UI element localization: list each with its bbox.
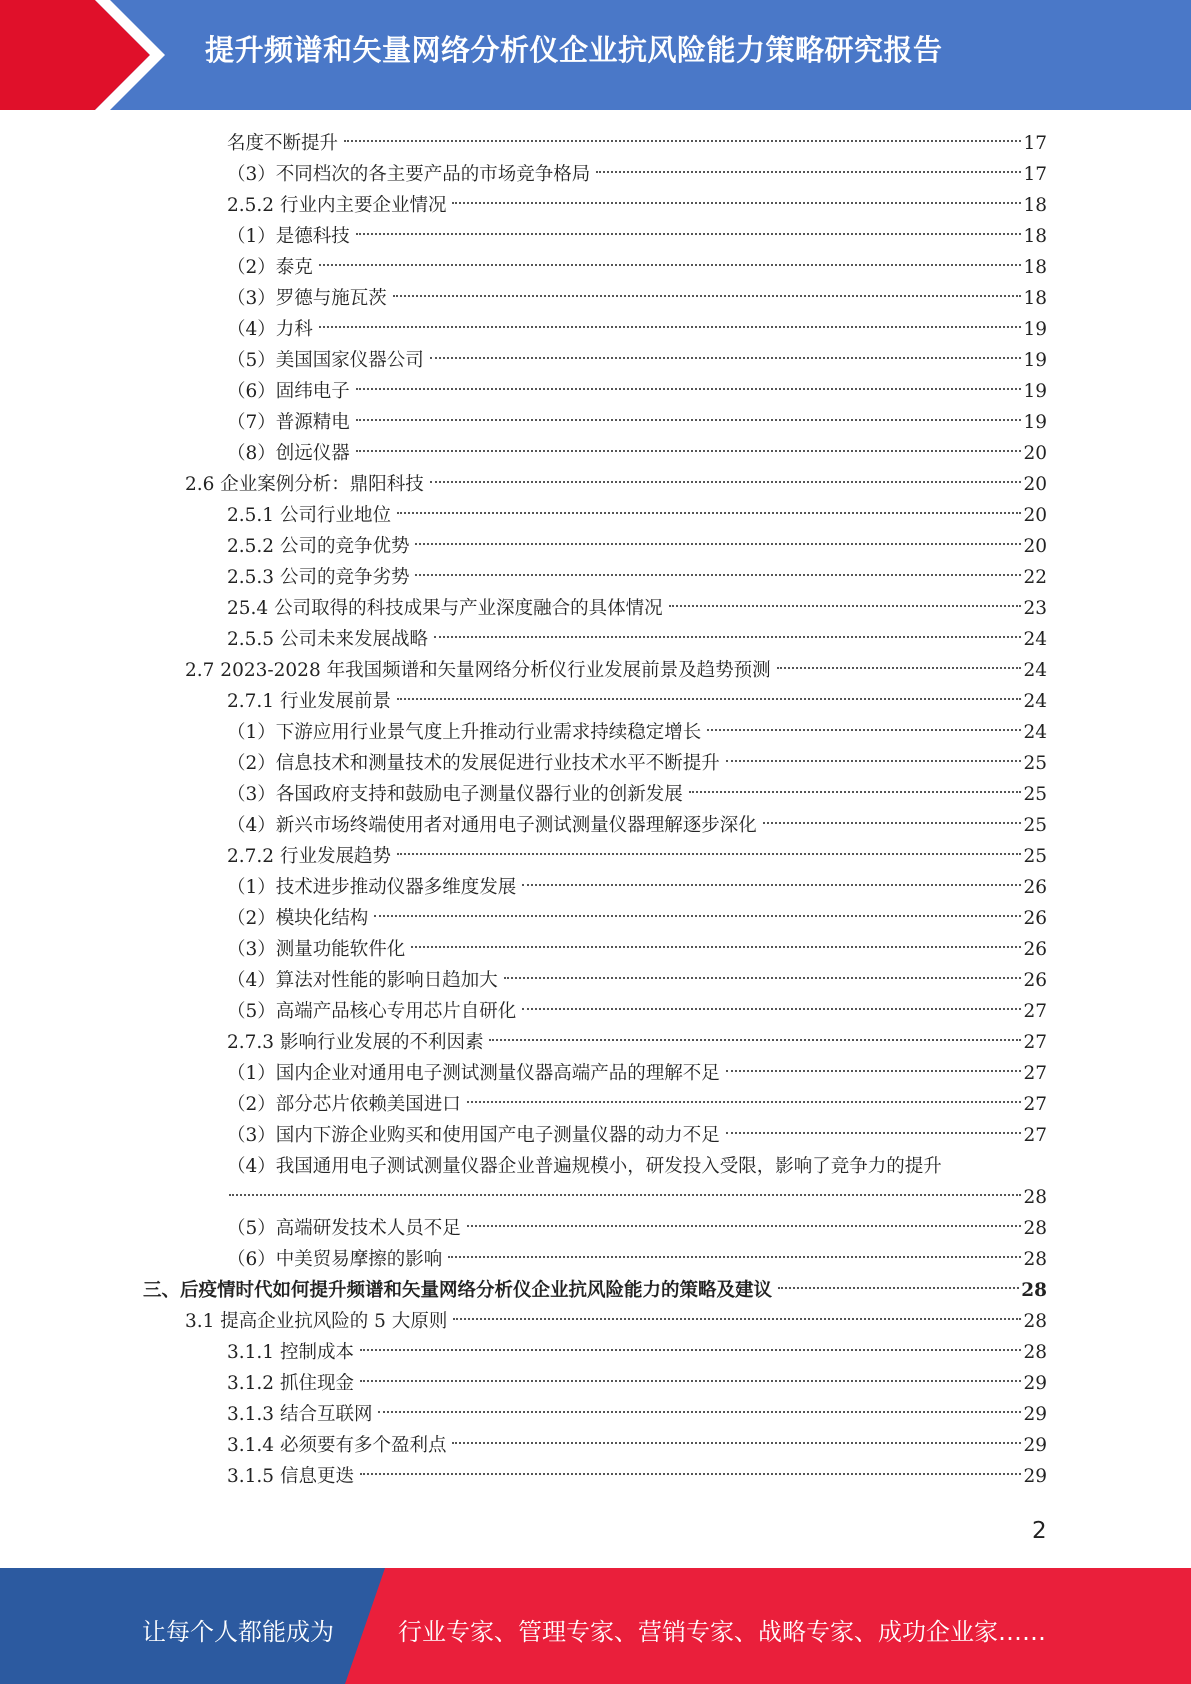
dot-leader [726, 1132, 1022, 1134]
toc-row[interactable]: （5）高端研发技术人员不足 28 [227, 1218, 1047, 1239]
dot-leader [777, 667, 1022, 669]
toc-row[interactable]: 3.1.2 抓住现金 29 [227, 1373, 1047, 1394]
dot-leader [397, 512, 1021, 514]
dot-leader [360, 1380, 1022, 1382]
dot-leader [393, 295, 1022, 297]
dot-leader [397, 853, 1021, 855]
dot-leader [726, 1070, 1022, 1072]
footer-slogan-right: 行业专家、管理专家、营销专家、战略专家、成功企业家…… [398, 1618, 1046, 1646]
toc-row[interactable]: （3）测量功能软件化 26 [227, 939, 1047, 960]
dot-leader [522, 1008, 1021, 1010]
dot-leader [452, 202, 1021, 204]
toc-row[interactable]: 名度不断提升 17 [227, 133, 1047, 154]
toc-row[interactable]: （1）是德科技 18 [227, 226, 1047, 247]
dot-leader [689, 791, 1022, 793]
footer-slogan-left: 让每个人都能成为 [142, 1618, 334, 1646]
toc-row[interactable]: （2）泰克 18 [227, 257, 1047, 278]
toc-row[interactable]: 3.1 提高企业抗风险的 5 大原则 28 [185, 1311, 1047, 1332]
page-number: 2 [1032, 1518, 1047, 1544]
dot-leader [319, 264, 1022, 266]
report-title: 提升频谱和矢量网络分析仪企业抗风险能力策略研究报告 [205, 33, 943, 67]
toc-row[interactable]: （8）创远仪器 20 [227, 443, 1047, 464]
dot-leader [356, 233, 1022, 235]
toc-row[interactable]: （6）中美贸易摩擦的影响 28 [227, 1249, 1047, 1270]
toc-row[interactable]: 2.5.2 行业内主要企业情况 18 [227, 195, 1047, 216]
toc-row[interactable]: （4）新兴市场终端使用者对通用电子测试测量仪器理解逐步深化 25 [227, 815, 1047, 836]
header-banner [0, 0, 1191, 110]
dot-leader [430, 481, 1022, 483]
toc-row[interactable]: 25.4 公司取得的科技成果与产业深度融合的具体情况 23 [227, 598, 1047, 619]
dot-leader [360, 1349, 1022, 1351]
toc-row[interactable]: 3.1.1 控制成本 28 [227, 1342, 1047, 1363]
toc-row[interactable]: （2）信息技术和测量技术的发展促进行业技术水平不断提升 25 [227, 753, 1047, 774]
dot-leader [430, 357, 1022, 359]
dot-leader [360, 1473, 1022, 1475]
dot-leader [452, 1442, 1021, 1444]
toc-row[interactable]: 3.1.4 必须要有多个盈利点 29 [227, 1435, 1047, 1456]
dot-leader [489, 1039, 1021, 1041]
dot-leader [596, 171, 1021, 173]
dot-leader [467, 1101, 1022, 1103]
toc-row[interactable]: （6）固纬电子 19 [227, 381, 1047, 402]
toc-row[interactable]: （1）技术进步推动仪器多维度发展 26 [227, 877, 1047, 898]
toc-row[interactable]: （3）不同档次的各主要产品的市场竞争格局 17 [227, 164, 1047, 185]
dot-leader [411, 946, 1021, 948]
toc-row[interactable]: 2.7.2 行业发展趋势 25 [227, 846, 1047, 867]
dot-leader [319, 326, 1022, 328]
toc-row[interactable]: 2.5.5 公司未来发展战略 24 [227, 629, 1047, 650]
toc-row-wrapped-leader[interactable]: 28 [227, 1182, 1047, 1213]
toc-row[interactable]: 3.1.3 结合互联网 29 [227, 1404, 1047, 1425]
dot-leader [467, 1225, 1022, 1227]
dot-leader [397, 698, 1021, 700]
toc-row[interactable]: 2.7.1 行业发展前景 24 [227, 691, 1047, 712]
toc-row[interactable]: （5）美国国家仪器公司 19 [227, 350, 1047, 371]
toc-row[interactable]: （2）模块化结构 26 [227, 908, 1047, 929]
dot-leader [229, 1194, 1021, 1196]
dot-leader [522, 884, 1021, 886]
toc-row-chapter[interactable]: 三、后疫情时代如何提升频谱和矢量网络分析仪企业抗风险能力的策略及建议 28 [143, 1280, 1047, 1301]
dot-leader [763, 822, 1022, 824]
dot-leader [374, 915, 1021, 917]
toc-row[interactable]: 2.5.3 公司的竞争劣势 22 [227, 567, 1047, 588]
dot-leader [415, 543, 1021, 545]
toc-row[interactable]: 2.6 企业案例分析：鼎阳科技 20 [185, 474, 1047, 495]
toc-row[interactable]: （3）罗德与施瓦茨 18 [227, 288, 1047, 309]
toc-row[interactable]: （4）算法对性能的影响日趋加大 26 [227, 970, 1047, 991]
toc-row[interactable]: （7）普源精电 19 [227, 412, 1047, 433]
dot-leader [504, 977, 1022, 979]
toc-row[interactable]: （3）国内下游企业购买和使用国产电子测量仪器的动力不足 27 [227, 1125, 1047, 1146]
toc-row[interactable]: 2.7 2023-2028 年我国频谱和矢量网络分析仪行业发展前景及趋势预测 24 [185, 660, 1047, 681]
dot-leader [378, 1411, 1021, 1413]
dot-leader [344, 140, 1021, 142]
dot-leader [415, 574, 1021, 576]
toc-row[interactable]: （5）高端产品核心专用芯片自研化 27 [227, 1001, 1047, 1022]
dot-leader [669, 605, 1022, 607]
dot-leader [356, 419, 1022, 421]
toc-row[interactable]: （4）力科 19 [227, 319, 1047, 340]
toc-row[interactable]: （3）各国政府支持和鼓励电子测量仪器行业的创新发展 25 [227, 784, 1047, 805]
toc-row[interactable]: 2.5.2 公司的竞争优势 20 [227, 536, 1047, 557]
dot-leader [356, 388, 1022, 390]
dot-leader [448, 1256, 1021, 1258]
toc-row[interactable]: （1）国内企业对通用电子测试测量仪器高端产品的理解不足 27 [227, 1063, 1047, 1084]
toc-row[interactable]: 3.1.5 信息更迭 29 [227, 1466, 1047, 1487]
toc-row[interactable]: （2）部分芯片依赖美国进口 27 [227, 1094, 1047, 1115]
dot-leader [356, 450, 1022, 452]
toc-row-wrapped-text[interactable]: （4）我国通用电子测试测量仪器企业普遍规模小，研发投入受限，影响了竞争力的提升 [227, 1156, 942, 1177]
dot-leader [434, 636, 1021, 638]
toc-row[interactable]: 2.5.1 公司行业地位 20 [227, 505, 1047, 526]
dot-leader [726, 760, 1022, 762]
dot-leader [453, 1318, 1021, 1320]
toc-row[interactable]: 2.7.3 影响行业发展的不利因素 27 [227, 1032, 1047, 1053]
dot-leader [778, 1287, 1019, 1289]
toc-row[interactable]: （1）下游应用行业景气度上升推动行业需求持续稳定增长 24 [227, 722, 1047, 743]
dot-leader [707, 729, 1021, 731]
